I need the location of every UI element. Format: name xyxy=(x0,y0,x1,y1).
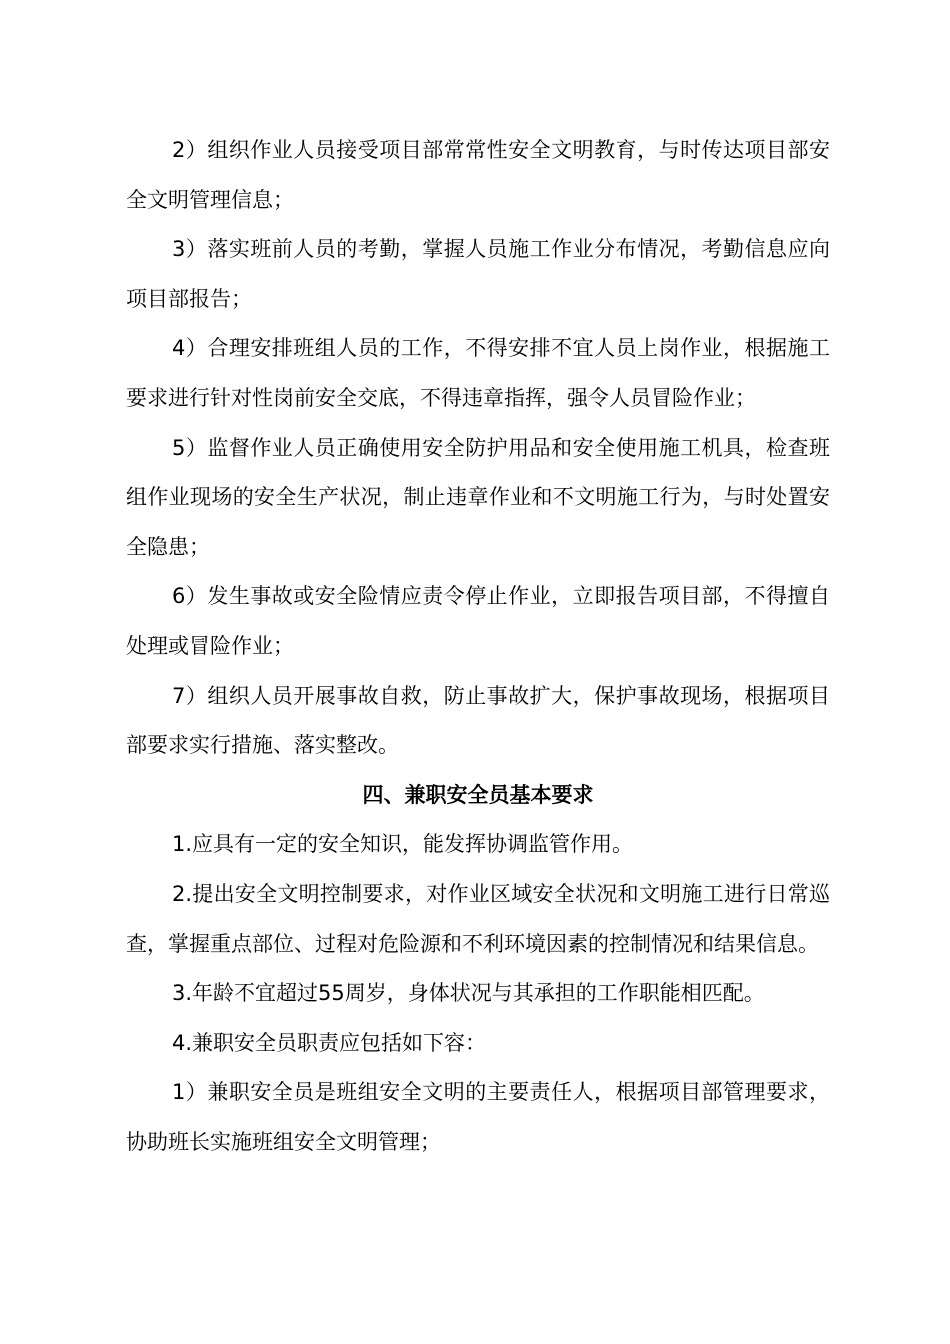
requirement-item-3: 3.年龄不宜超过55周岁，身体状况与其承担的工作职能相匹配。 xyxy=(172,981,765,1006)
paragraph-item-4: 4）合理安排班组人员的工作，不得安排不宜人员上岗作业，根据施工要求进行针对性岗前安全交底，不得违章指挥，强令人员冒险作业； xyxy=(126,336,830,410)
paragraph-item-6: 6）发生事故或安全险情应责令停止作业，立即报告项目部，不得擅自处理或冒险作业； xyxy=(126,584,830,658)
paragraph-item-2: 2）组织作业人员接受项目部常常性安全文明教育，与时传达项目部安全文明管理信息； xyxy=(126,138,830,212)
paragraph-item-3: 3）落实班前人员的考勤，掌握人员施工作业分布情况，考勤信息应向项目部报告； xyxy=(126,237,830,311)
duty-item-1: 1）兼职安全员是班组安全文明的主要责任人，根据项目部管理要求，协助班长实施班组安全文明管理； xyxy=(126,1080,830,1154)
requirement-item-4: 4.兼职安全员职责应包括如下容： xyxy=(172,1030,487,1055)
paragraph-item-5: 5）监督作业人员正确使用安全防护用品和安全使用施工机具，检查班组作业现场的安全生产状况，制止违章作业和不文明施工行为，与时处置安全隐患； xyxy=(126,435,830,559)
requirement-item-1: 1.应具有一定的安全知识，能发挥协调监管作用。 xyxy=(172,832,634,857)
requirement-item-2: 2.提出安全文明控制要求，对作业区域安全状况和文明施工进行日常巡查，掌握重点部位、过程对危险源和不利环境因素的控制情况和结果信息。 xyxy=(126,881,830,956)
section-heading: 四、兼职安全员基本要求 xyxy=(362,782,594,807)
document-page xyxy=(126,126,830,1167)
paragraph-item-7: 7）组织人员开展事故自救，防止事故扩大，保护事故现场，根据项目部要求实行措施、落实整改。 xyxy=(126,683,830,758)
